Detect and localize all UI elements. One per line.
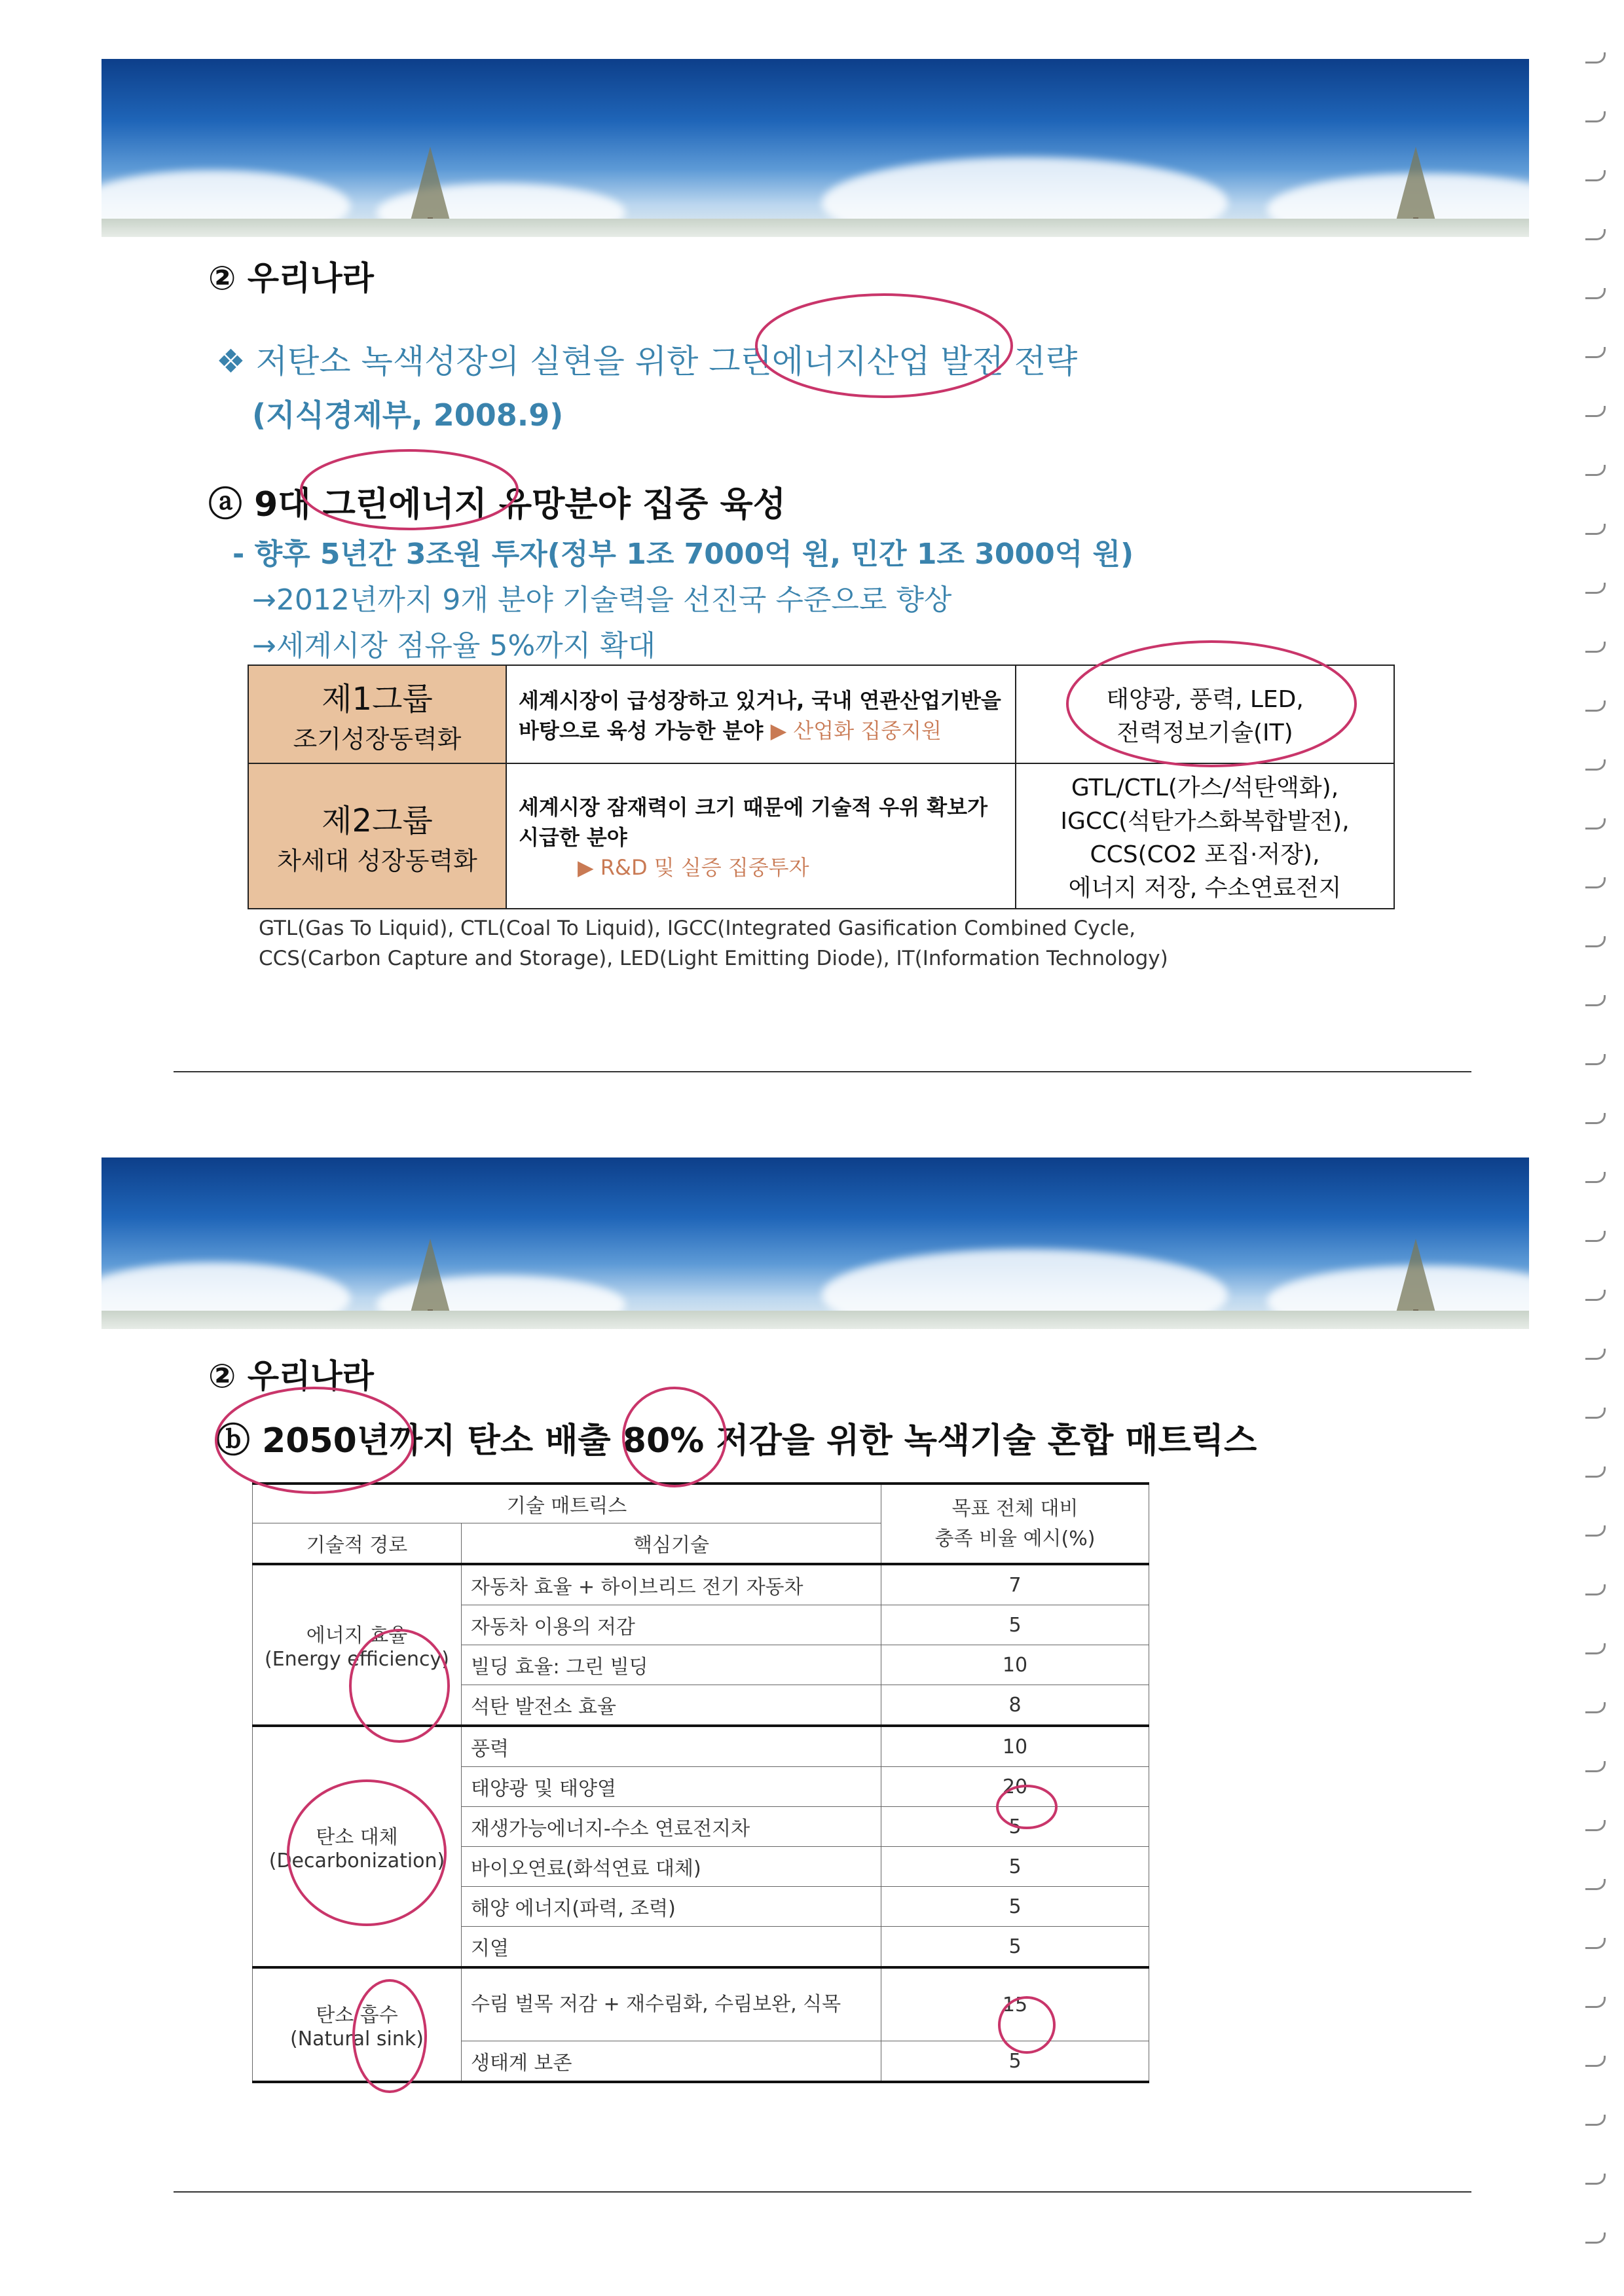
table-row: 생태계 보존 5: [253, 2041, 1149, 2083]
core-tech-header: 핵심기술: [462, 1523, 881, 1565]
group-technologies: GTL/CTL(가스/석탄액화), IGCC(석탄가스화복합발전), CCS(CO2 포집·저장), 에너지 저장, 수소연료전지: [1016, 763, 1394, 909]
matrix-header: 기술 매트릭스: [253, 1484, 881, 1523]
table-row: 석탄 발전소 효율 8: [253, 1685, 1149, 1726]
header-banner-top: [101, 59, 1529, 237]
table-row: 탄소 흡수 (Natural sink) 수림 벌목 저감 + 재수림화, 수림보완, 식목 15: [253, 1967, 1149, 2041]
group-cell: 제2그룹 차세대 성장동력화: [248, 763, 506, 909]
path-cell: 에너지 효율 (Energy efficiency): [253, 1564, 462, 1726]
strategy-title: ❖ 저탄소 녹색성장의 실현을 위한 그린에너지산업 발전 전략: [216, 342, 1078, 380]
tree-icon: [409, 1239, 451, 1317]
section-heading: ② 우리나라: [208, 259, 374, 297]
path-header: 기술적 경로: [253, 1523, 462, 1565]
tree-icon: [409, 147, 451, 225]
group-technologies: 태양광, 풍력, LED, 전력정보기술(IT): [1016, 665, 1394, 763]
sub-heading: ⓑ 2050년까지 탄소 배출 80% 저감을 위한 녹색기술 혼합 매트릭스: [216, 1421, 1257, 1461]
path-cell: 탄소 흡수 (Natural sink): [253, 1967, 462, 2082]
target-line-2: →세계시장 점유율 5%까지 확대: [252, 629, 656, 663]
bullet-icon: ❖: [216, 342, 246, 380]
table-row: [248, 763, 1394, 909]
ratio-header: 목표 전체 대비 충족 비율 예시(%): [881, 1484, 1149, 1564]
strategy-source: (지식경제부, 2008.9): [252, 397, 564, 433]
section-heading: ② 우리나라: [208, 1357, 374, 1395]
binder-holes: [1573, 0, 1612, 2296]
table-row: 태양광 및 태양열 20: [253, 1767, 1149, 1807]
sub-heading: ⓐ 9대 그린에너지 유망분야 집중 육성: [208, 485, 786, 524]
table-row: 탄소 대체 (Decarbonization) 풍력 10: [253, 1726, 1149, 1767]
investment-line: - 향후 5년간 3조원 투자(정부 1조 7000억 원, 민간 1조 3000억 원): [232, 538, 1134, 571]
target-line-1: →2012년까지 9개 분야 기술력을 선진국 수준으로 향상: [252, 583, 952, 617]
tree-icon: [1395, 1239, 1437, 1317]
table-row: 지열 5: [253, 1927, 1149, 1968]
table-row: [248, 665, 1394, 763]
green-energy-groups-table: [248, 665, 1395, 909]
path-cell: 탄소 대체 (Decarbonization): [253, 1726, 462, 1967]
tree-icon: [1395, 147, 1437, 225]
table-row: 빌딩 효율: 그린 빌딩 10: [253, 1645, 1149, 1685]
header-banner-bottom: [101, 1157, 1529, 1329]
group-cell: 제1그룹 조기성장동력화: [248, 665, 506, 763]
table-row: 에너지 효율 (Energy efficiency) 자동차 효율 + 하이브리드 전기 자동차 7: [253, 1564, 1149, 1605]
divider: [174, 1071, 1471, 1072]
group-description: 세계시장이 급성장하고 있거나, 국내 연관산업기반을 바탕으로 육성 가능한 분야 ▶ 산업화 집중지원: [506, 665, 1016, 763]
divider: [174, 2191, 1471, 2193]
table-row: 해양 에너지(파력, 조력) 5: [253, 1887, 1149, 1927]
technology-matrix-table: [252, 1482, 1149, 2083]
table-row: 재생가능에너지-수소 연료전지차 5: [253, 1807, 1149, 1847]
table-row: 자동차 이용의 저감 5: [253, 1605, 1149, 1645]
table-row: 바이오연료(화석연료 대체) 5: [253, 1847, 1149, 1887]
group-description: 세계시장 잠재력이 크기 때문에 기술적 우위 확보가 시급한 분야 ▶ R&D 및 실증 집중투자: [506, 763, 1016, 909]
footnote: GTL(Gas To Liquid), CTL(Coal To Liquid), IGCC(Integrated Gasification Combined Cycle, CCS(Carbon Capture and Storage), LED(Light Emitting Diode), IT(Information Technology): [259, 917, 1168, 970]
